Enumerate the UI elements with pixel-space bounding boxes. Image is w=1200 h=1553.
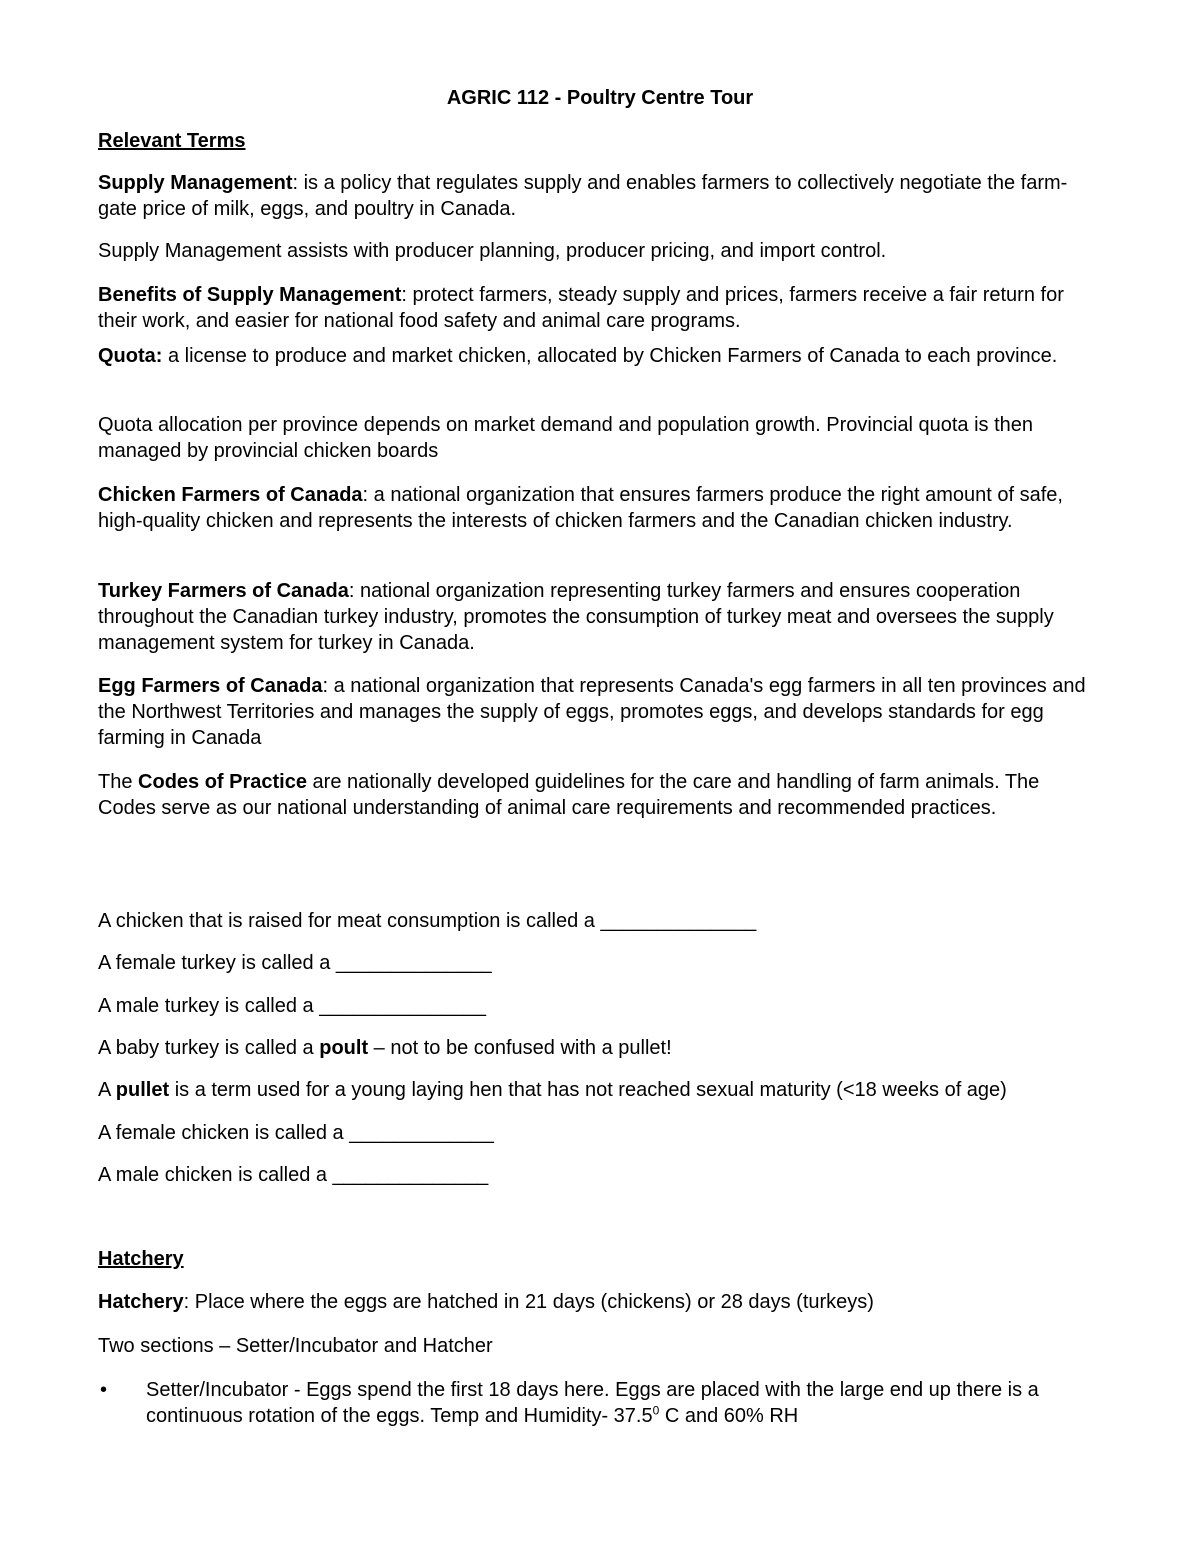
hatchery-definition: [98, 1289, 1098, 1315]
hatchery-text: : Place where the eggs are hatched in 21 days (chickens) or 28 days (turkeys): [183, 1291, 874, 1313]
question-broiler: A chicken that is raised for meat consumption is called a ______________: [98, 910, 757, 932]
pullet-post: is a term used for a young laying hen that has not reached sexual maturity (<18 weeks of age): [169, 1079, 1007, 1101]
benefits-term: Benefits of Supply Management: [98, 284, 402, 306]
hatchery-heading: Hatchery: [98, 1248, 184, 1270]
question-male-turkey: A male turkey is called a _______________: [98, 995, 487, 1017]
turkey-farmers-text: : national organization representing turkey farmers and ensures cooperation throughout the Canadian turkey industry, promotes the consumption of turkey meat and oversees the supply management system for turkey in Canada.: [98, 580, 1054, 654]
pullet-note: [98, 1077, 1098, 1103]
codes-pre: The: [98, 771, 139, 793]
pullet-pre: A: [98, 1079, 116, 1101]
question-female-turkey: A female turkey is called a ______________: [98, 952, 492, 974]
chicken-farmers-definition: [98, 482, 1098, 534]
benefits-text: : protect farmers, steady supply and prices, farmers receive a fair return for their work, and easier for national food safety and animal care programs.: [98, 284, 1064, 332]
codes-term: Codes of Practice: [138, 771, 307, 793]
pullet-term: pullet: [115, 1079, 170, 1101]
egg-farmers-text: : a national organization that represents Canada's egg farmers in all ten provinces and the Northwest Territories and manages the supply of eggs, promotes eggs, and develops standards for egg farming in Canada: [98, 675, 1086, 749]
chicken-farmers-term: Chicken Farmers of Canada: [98, 484, 363, 506]
quota-term: Quota:: [98, 345, 163, 367]
supply-management-note: Supply Management assists with producer planning, producer pricing, and import control.: [98, 240, 887, 262]
hatchery-term: Hatchery: [98, 1291, 184, 1313]
egg-farmers-definition: [98, 673, 1098, 751]
question-female-chicken: A female chicken is called a _____________: [98, 1122, 494, 1144]
quota-note: Quota allocation per province depends on market demand and population growth. Provincial quota is then managed by provincial chicken boards: [98, 414, 1034, 462]
turkey-farmers-term: Turkey Farmers of Canada: [98, 580, 349, 602]
setter-tail: C and 60% RH: [659, 1405, 799, 1427]
poult-pre: A baby turkey is called a: [98, 1037, 320, 1059]
supply-management-text: : is a policy that regulates supply and enables farmers to collectively negotiate the farm-gate price of milk, eggs, and poultry in Canada.: [98, 172, 1068, 220]
supply-management-term: Supply Management: [98, 172, 293, 194]
poult-post: – not to be confused with a pullet!: [368, 1037, 672, 1059]
poult-term: poult: [319, 1037, 369, 1059]
two-sections-note: Two sections – Setter/Incubator and Hatcher: [98, 1335, 493, 1357]
codes-of-practice-definition: [98, 769, 1098, 821]
bullet-icon: •: [100, 1379, 108, 1401]
page-title: AGRIC 112 - Poultry Centre Tour: [446, 87, 754, 109]
benefits-definition: [98, 282, 1098, 334]
relevant-terms-heading: Relevant Terms: [98, 130, 246, 152]
egg-farmers-term: Egg Farmers of Canada: [98, 675, 323, 697]
supply-management-definition: [98, 170, 1098, 222]
codes-text: are nationally developed guidelines for the care and handling of farm animals. The Codes serve as our national understanding of animal care requirements and recommended practices.: [98, 771, 1040, 819]
poult-note: [98, 1035, 1098, 1061]
setter-text: Setter/Incubator - Eggs spend the first 18 days here. Eggs are placed with the large end up there is a continuous rotation of the eggs. Temp and Humidity- 37.5: [146, 1379, 1039, 1427]
setter-bullet: [100, 1377, 1106, 1429]
degree-superscript: 0: [652, 1403, 660, 1418]
quota-definition: [98, 343, 1098, 369]
turkey-farmers-definition: [98, 578, 1098, 656]
question-male-chicken: A male chicken is called a ______________: [98, 1164, 489, 1186]
chicken-farmers-text: : a national organization that ensures farmers produce the right amount of safe, high-quality chicken and represents the interests of chicken farmers and the Canadian chicken industry.: [98, 484, 1063, 532]
quota-text: a license to produce and market chicken, allocated by Chicken Farmers of Canada to each province.: [162, 345, 1058, 367]
